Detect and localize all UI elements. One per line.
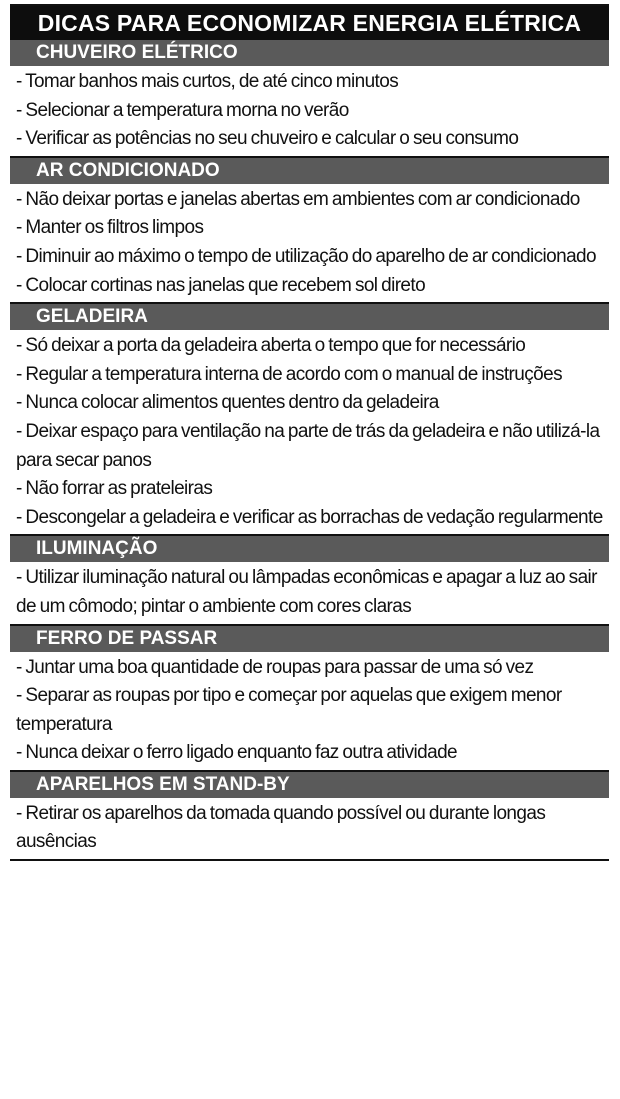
tip-item: - Regular a temperatura interna de acordo com o manual de instruções	[16, 363, 562, 385]
tip-item: - Descongelar a geladeira e verificar as borrachas de vedação regularmente	[16, 506, 603, 528]
tip-item: - Selecionar a temperatura morna no verão	[16, 99, 349, 121]
tip-item: - Diminuir ao máximo o tempo de utilização do aparelho de ar condicionado	[16, 245, 596, 267]
section-tips-ar-condicionado	[10, 184, 609, 304]
section-heading-chuveiro: CHUVEIRO ELÉTRICO	[10, 40, 609, 66]
section-tips-iluminacao	[10, 562, 609, 625]
page-title: DICAS PARA ECONOMIZAR ENERGIA ELÉTRICA	[10, 6, 609, 40]
section-heading-ar-condicionado: AR CONDICIONADO	[10, 158, 609, 184]
tip-item: - Retirar os aparelhos da tomada quando possível ou durante longas ausências	[16, 802, 546, 853]
tip-item: - Colocar cortinas nas janelas que recebem sol direto	[16, 274, 426, 296]
section-heading-iluminacao: ILUMINAÇÃO	[10, 536, 609, 562]
section-tips-chuveiro	[10, 66, 609, 158]
energy-tips-sheet	[10, 4, 609, 861]
section-heading-geladeira: GELADEIRA	[10, 304, 609, 330]
section-tips-ferro	[10, 652, 609, 772]
tip-item: - Juntar uma boa quantidade de roupas para passar de uma só vez	[16, 656, 534, 678]
tip-item: - Tomar banhos mais curtos, de até cinco minutos	[16, 71, 399, 92]
tip-item: - Nunca deixar o ferro ligado enquanto faz outra atividade	[16, 742, 458, 764]
section-heading-stand-by: APARELHOS EM STAND-BY	[10, 772, 609, 798]
tip-item: - Utilizar iluminação natural ou lâmpadas econômicas e apagar a luz ao sair de um cômodo; pintar o ambiente com cores claras	[16, 567, 597, 617]
tip-item: - Separar as roupas por tipo e começar por aquelas que exigem menor temperatura	[16, 685, 562, 735]
tip-item: - Só deixar a porta da geladeira aberta o tempo que for necessário	[16, 335, 526, 357]
section-tips-geladeira	[10, 330, 609, 536]
tip-item: - Manter os filtros limpos	[16, 217, 204, 239]
tip-item: - Verificar as potências no seu chuveiro e calcular o seu consumo	[16, 128, 519, 150]
section-heading-ferro: FERRO DE PASSAR	[10, 626, 609, 652]
tip-item: - Deixar espaço para ventilação na parte de trás da geladeira e não utilizá-la para secar panos	[16, 420, 600, 471]
tip-item: - Não deixar portas e janelas abertas em ambientes com ar condicionado	[16, 188, 580, 210]
section-tips-stand-by	[10, 798, 609, 861]
tip-item: - Nunca colocar alimentos quentes dentro da geladeira	[16, 392, 439, 414]
tip-item: - Não forrar as prateleiras	[16, 478, 213, 500]
